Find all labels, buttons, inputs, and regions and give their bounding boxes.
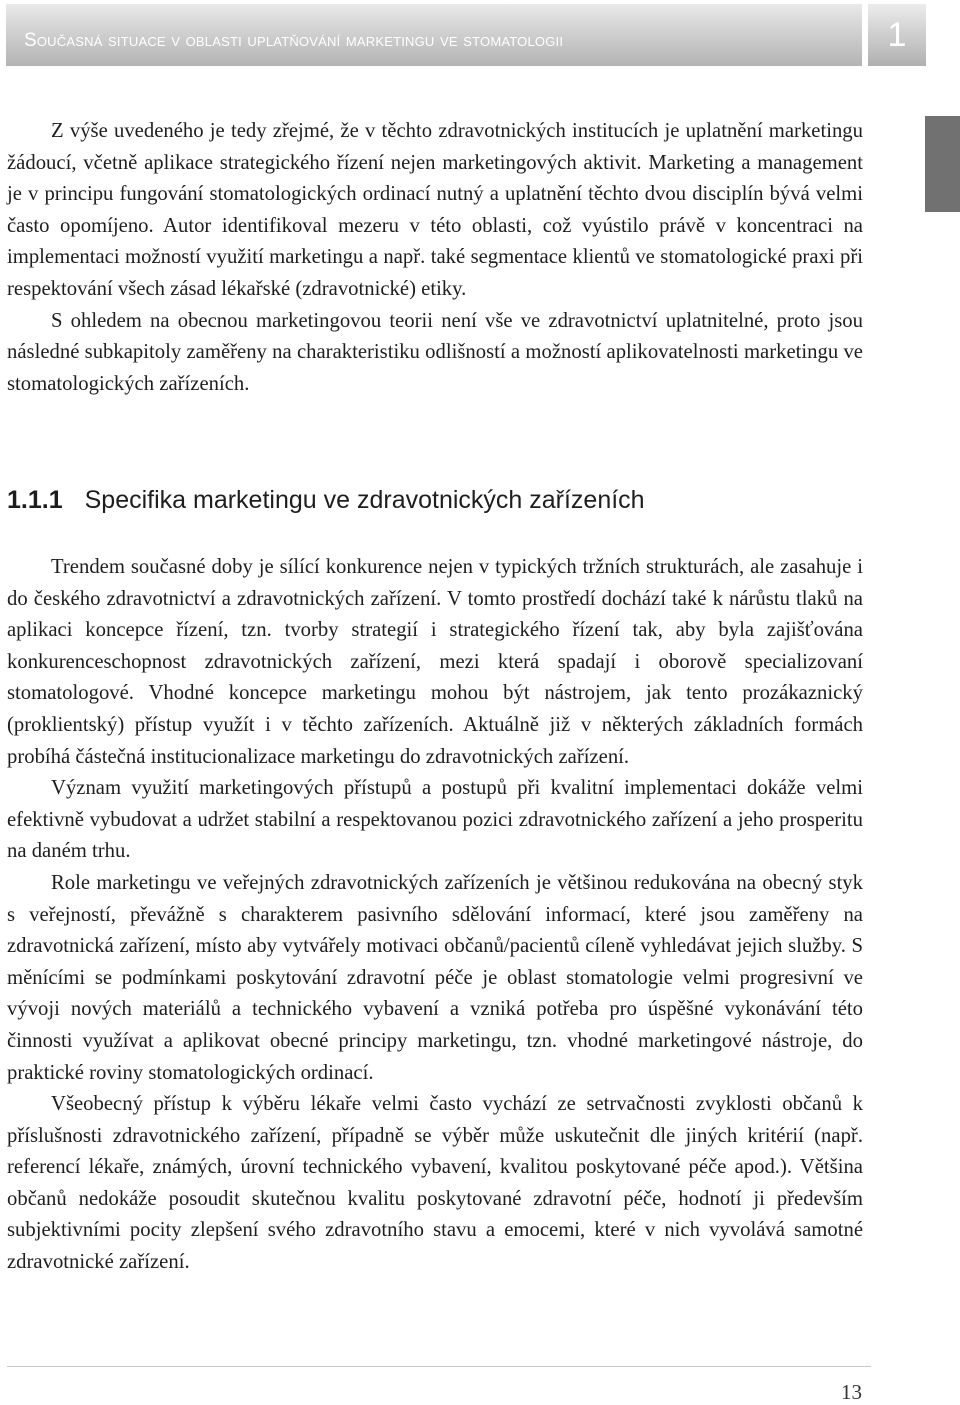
chapter-number: 1	[887, 16, 907, 54]
section-number: 1.1.1	[7, 486, 63, 514]
running-header	[6, 4, 862, 66]
page-number: 13	[841, 1380, 862, 1404]
paragraph: S ohledem na obecnou marketingovou teorii není vše ve zdravotnictví uplatnitelné, proto jsou následné subkapitoly zaměřeny na charakteristiku odlišností a možností aplikovatelnosti marketingu ve stomatologických zařízeních.	[7, 309, 863, 395]
paragraph: Trendem současné doby je sílící konkurence nejen v typických tržních strukturách, ale zasahuje i do českého zdravotnictví a zdravotnických zařízení. V tomto prostředí dochází také k nárůstu tlaků na aplikaci koncepce řízení, tzn. tvorby strategií i strategického řízení tak, aby byla zajišťována konkurenceschopnost zdravotnických zařízení, mezi která spadají i oborově specializovaní stomatologové. Vhodné koncepce marketingu mohou být nástrojem, jak tento prozákaznický (proklientský) přístup využít i v těchto zařízeních. Aktuálně již v některých základních formách probíhá částečná institucionalizace marketingu do zdravotnických zařízení.	[7, 556, 863, 768]
footer-divider	[7, 1366, 871, 1367]
paragraph: Význam využití marketingových přístupů a postupů při kvalitní implementaci dokáže velmi efektivně vybudovat a udržet stabilní a respektovanou pozici zdravotnického zařízení a jeho prosperitu na daném trhu.	[7, 777, 863, 863]
paragraph: Role marketingu ve veřejných zdravotnických zařízeních je většinou redukována na obecný styk s veřejností, převážně s charakterem pasivního sdělování informací, které jsou zaměřeny na zdravotnická zařízení, místo aby vytvářely motivaci občanů/pacientů cíleně vyhledávat jejich služby. S měnícími se podmínkami poskytování zdravotní péče je oblast stomatologie velmi progresivní ve vývoji nových materiálů a technického vybavení a vzniká potřeba pro úspěšné vykonávání této činnosti využívat a aplikovat obecné principy marketingu, tzn. vhodné marketingové nástroje, do praktické roviny stomatologických ordinací.	[7, 871, 863, 1084]
section-heading	[7, 486, 645, 515]
paragraph: Z výše uvedeného je tedy zřejmé, že v těchto zdravotnických institucích je uplatnění marketingu žádoucí, včetně aplikace strategického řízení nejen marketingových aktivit. Marketing a management je v principu fungování stomatologických ordinací nutný a uplatnění těchto dvou disciplín bývá velmi často opomíjeno. Autor identifikoval mezeru v této oblasti, což vyústilo právě v koncentraci na implementaci možností využití marketingu a např. také segmentace klientů ve stomatologické praxi při respektování všech zásad lékařské (zdravotnické) etiky.	[7, 120, 863, 300]
intro-text	[7, 116, 863, 400]
section-title: Specifika marketingu ve zdravotnických zařízeních	[84, 486, 645, 514]
chapter-number-box	[868, 4, 926, 66]
section-text	[7, 552, 863, 1279]
chapter-thumb-tab	[925, 116, 960, 212]
running-header-title: Současná situace v oblasti uplatňování marketingu ve stomatologii	[24, 30, 564, 51]
paragraph: Všeobecný přístup k výběru lékaře velmi často vychází ze setrvačnosti zvyklosti občanů k příslušnosti zdravotnického zařízení, případně se výběr může uskutečnit dle jiných kritérií (např. referencí lékaře, známých, úrovní technického vybavení, kvalitou poskytované péče apod.). Většina občanů nedokáže posoudit skutečnou kvalitu poskytované zdravotní péče, hodnotí ji především subjektivními pocity zlepšení svého zdravotního stavu a emocemi, které v nich vyvolává samotné zdravotnické zařízení.	[7, 1093, 863, 1274]
